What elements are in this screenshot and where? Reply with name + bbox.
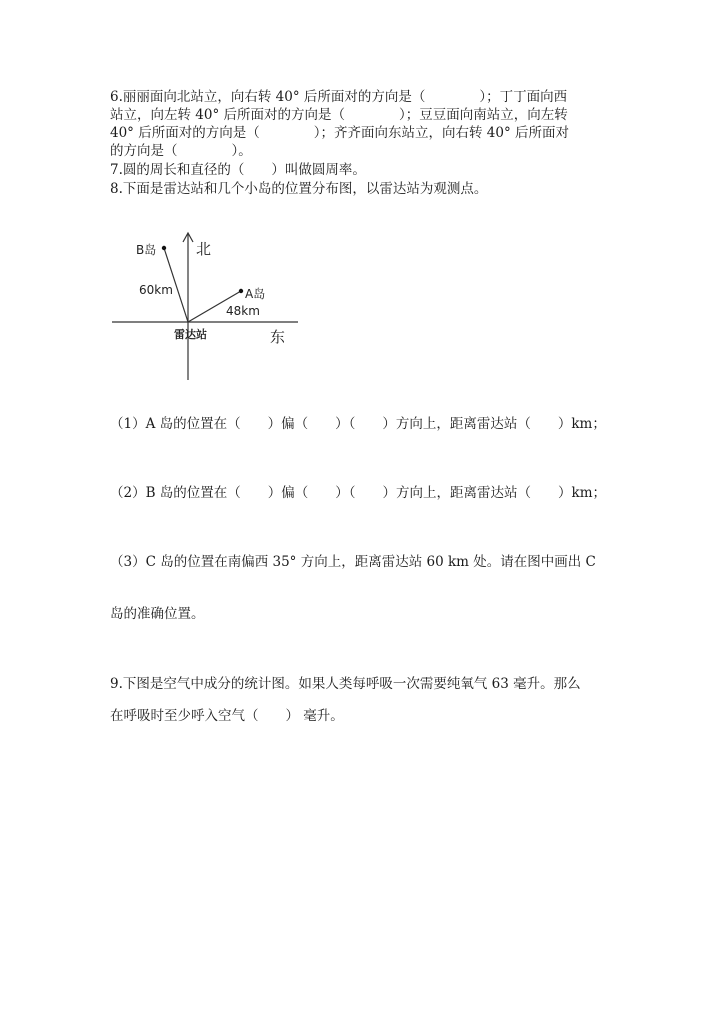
q7-question: 7.圆的周长和直径的（ ）叫做圆周率。 xyxy=(110,162,366,178)
radar-position-diagram xyxy=(108,228,308,384)
q6-line-2: 站立，向左转 40° 后所面对的方向是（ ）；豆豆面向南站立，向左转 xyxy=(110,107,568,123)
q9-line-1: 9.下图是空气中成分的统计图。如果人类每呼吸一次需要纯氧气 63 毫升。那么 xyxy=(110,676,581,692)
island-a-label: A岛 xyxy=(245,287,266,301)
q8-sub-3-line-1: （3）C 岛的位置在南偏西 35° 方向上，距离雷达站 60 km 处。请在图中画出 C xyxy=(110,554,596,570)
q8-sub-3-line-2: 岛的准确位置。 xyxy=(110,606,205,622)
east-label: 东 xyxy=(270,328,286,346)
q6-line-1: 6.丽丽面向北站立，向右转 40° 后所面对的方向是（ ）；丁丁面向西 xyxy=(110,89,568,105)
q6-line-3: 40° 后所面对的方向是（ ）；齐齐面向东站立，向右转 40° 后所面对 xyxy=(110,125,569,141)
q8-sub-1: （1）A 岛的位置在（ ）偏（ ）（ ）方向上，距离雷达站（ ）km； xyxy=(110,416,606,432)
q8-intro: 8.下面是雷达站和几个小岛的位置分布图，以雷达站为观测点。 xyxy=(110,181,488,197)
q9-line-2: 在呼吸时至少呼入空气（ ） 毫升。 xyxy=(110,708,344,724)
island-b-label: B岛 xyxy=(136,243,157,257)
north-label: 北 xyxy=(196,240,212,258)
island-a-point xyxy=(239,289,243,293)
island-a-distance: 48km xyxy=(226,304,260,318)
island-b-distance: 60km xyxy=(139,283,173,297)
island-b-point xyxy=(162,246,166,250)
q6-line-4: 的方向是（ ）。 xyxy=(110,143,252,159)
q8-sub-2: （2）B 岛的位置在（ ）偏（ ）（ ）方向上，距离雷达站（ ）km； xyxy=(110,485,607,501)
radar-station-label: 雷达站 xyxy=(174,328,207,341)
